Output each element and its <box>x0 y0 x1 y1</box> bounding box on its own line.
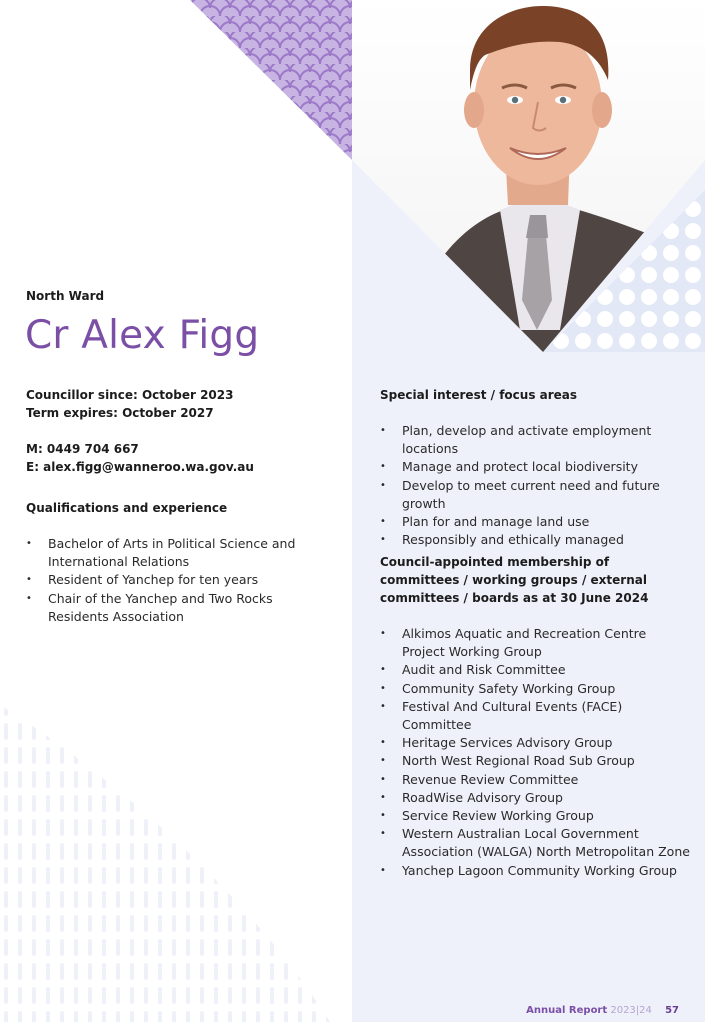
dash-pattern <box>0 705 330 1022</box>
membership-list <box>380 625 690 880</box>
page-number: 57 <box>665 1005 679 1016</box>
list-item: • Community Safety Working Group <box>380 680 690 698</box>
contact-details <box>26 386 254 476</box>
page-footer <box>526 1005 679 1016</box>
focus-areas-title: Special interest / focus areas <box>380 388 578 402</box>
list-item: • Revenue Review Committee <box>380 771 690 789</box>
list-item: • Develop to meet current need and future growth <box>380 477 690 513</box>
list-item: • Manage and protect local biodiversity <box>380 458 690 476</box>
list-item: • Plan, develop and activate employment locations <box>380 422 690 458</box>
list-item: • Plan for and manage land use <box>380 513 690 531</box>
email-address: E: alex.figg@wanneroo.wa.gov.au <box>26 460 254 474</box>
qualifications-section <box>26 499 336 626</box>
qualifications-title: Qualifications and experience <box>26 501 228 515</box>
list-item: • RoadWise Advisory Group <box>380 789 690 807</box>
membership-section <box>380 553 690 880</box>
list-item: • Service Review Working Group <box>380 807 690 825</box>
list-item: • Heritage Services Advisory Group <box>380 734 690 752</box>
list-item: • Bachelor of Arts in Political Science and International Relations <box>26 535 336 571</box>
list-item: • Festival And Cultural Events (FACE) Committee <box>380 698 690 734</box>
list-item: • Yanchep Lagoon Community Working Group <box>380 862 690 880</box>
scales-pattern <box>190 0 352 160</box>
report-year: 2023|24 <box>610 1005 652 1016</box>
report-title: Annual Report <box>526 1005 608 1016</box>
focus-areas-section <box>380 386 690 549</box>
term-expires: Term expires: October 2027 <box>26 406 214 420</box>
list-item: • Alkimos Aquatic and Recreation Centre Project Working Group <box>380 625 690 661</box>
ward-label: North Ward <box>26 289 105 303</box>
list-item: • Western Australian Local Government Association (WALGA) North Metropolitan Zone <box>380 825 690 861</box>
list-item: • Resident of Yanchep for ten years <box>26 571 336 589</box>
councillor-name: Cr Alex Figg <box>25 313 260 358</box>
mobile-number: M: 0449 704 667 <box>26 442 139 456</box>
list-item: • Chair of the Yanchep and Two Rocks Residents Association <box>26 590 336 626</box>
membership-title: Council-appointed membership of committees / working groups / external committees / boards as at 30 June 2024 <box>380 555 649 605</box>
focus-areas-list <box>380 422 690 549</box>
councillor-since: Councillor since: October 2023 <box>26 388 234 402</box>
list-item: • North West Regional Road Sub Group <box>380 752 690 770</box>
list-item: • Responsibly and ethically managed <box>380 531 690 549</box>
qualifications-list <box>26 535 336 626</box>
list-item: • Audit and Risk Committee <box>380 661 690 679</box>
